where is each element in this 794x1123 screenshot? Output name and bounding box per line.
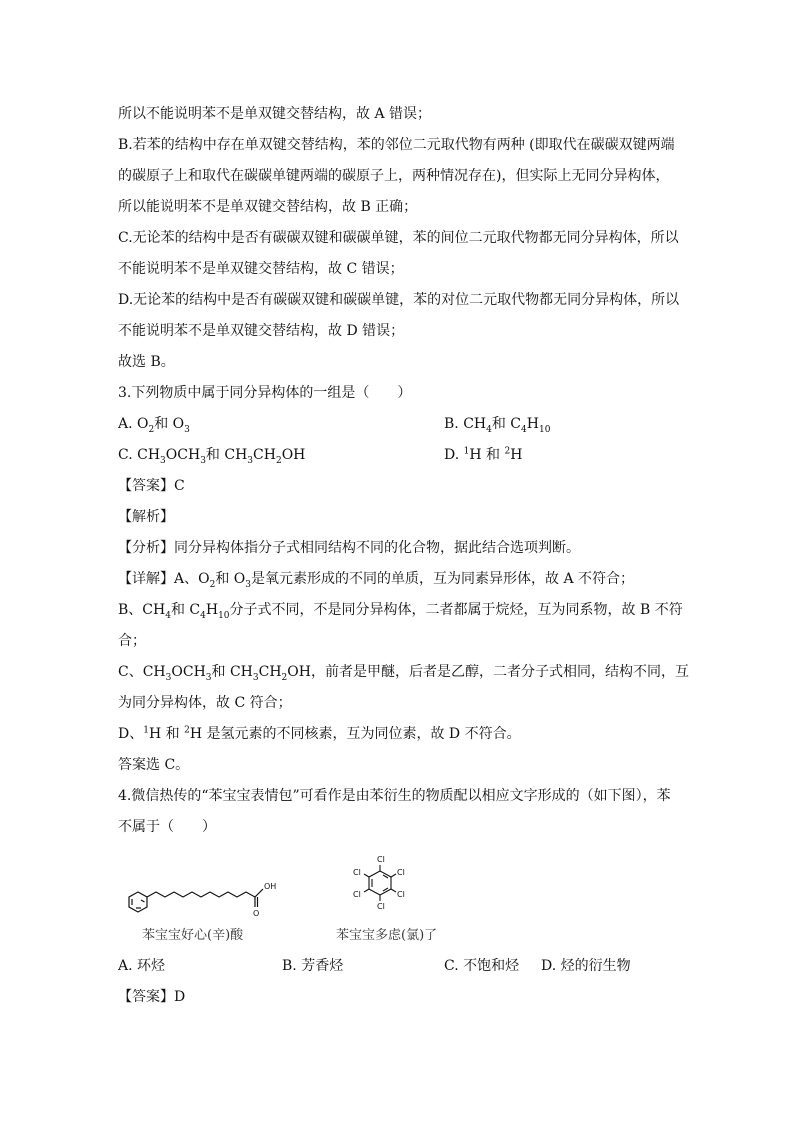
text-line: 所以不能说明苯不是单双键交替结构，故 A 错误；	[118, 106, 432, 122]
question-4-stem-cont: 不属于（ ）	[118, 819, 216, 835]
question-4-stem: 4.微信热传的“苯宝宝表情包”可看作是由苯衍生的物质配以相应文字形成的（如下图），苯	[118, 788, 671, 804]
phenyl-octanoic-acid-structure	[118, 874, 278, 924]
q3-detail-d: D、$^1$H 和 $^2$H 是氢元素的不同核素，互为同位素，故 D 不符合。	[118, 725, 521, 742]
text-line: 的碳原子上和取代在碳碳单键两端的碳原子上，两种情况存在)，但实际上无同分异构体，	[118, 168, 670, 184]
hexachlorobenzene-structure	[340, 847, 420, 925]
text-line: 故选 B。	[118, 354, 175, 370]
q3-conclusion: 答案选 C。	[118, 757, 190, 773]
cl-label: Cl	[397, 890, 405, 899]
q3-detail-a: 【详解】A、$O_2$和 $O_3$是氧元素形成的不同的单质，互为同素异形体，故 A 不符合；	[118, 571, 635, 590]
q3-option-d[interactable]: D. $^1$H 和 $^2$H	[444, 446, 523, 463]
q4-option-b[interactable]: B. 芳香烃	[282, 958, 344, 974]
q3-detail-b: B、$CH_4$和 $C_4H_{10}$分子式不同，不是同分异构体，二者都属于烷烃，互为同系物，故 B 不符	[118, 602, 683, 621]
q3-option-a[interactable]: A. $O_2$和 $O_3$	[118, 416, 190, 435]
q3-analysis-heading: 【解析】	[118, 509, 174, 525]
q4-option-c[interactable]: C. 不饱和烃	[444, 958, 520, 974]
carbonyl-o-label: O	[253, 909, 260, 918]
q4-option-a[interactable]: A. 环烃	[118, 958, 166, 974]
oh-label: OH	[264, 882, 277, 891]
figure-2-caption: 苯宝宝多虑(氯)了	[336, 928, 438, 943]
text-line: 所以能说明苯不是单双键交替结构，故 B 正确；	[118, 199, 418, 215]
cl-label: Cl	[353, 890, 361, 899]
q4-option-d[interactable]: D. 烃的衍生物	[541, 958, 631, 974]
cl-label: Cl	[353, 868, 361, 877]
question-3-stem: 3.下列物质中属于同分异构体的一组是（ ）	[118, 385, 412, 401]
q3-option-c[interactable]: C. $CH_3OCH_3$和 $CH_3CH_2OH$	[118, 447, 306, 466]
q3-detail-b-cont: 合；	[118, 633, 146, 649]
text-line: B.若苯的结构中存在单双键交替结构，苯的邻位二元取代物有两种 (即取代在碳碳双键两端	[118, 137, 675, 153]
q4-answer: 【答案】D	[118, 989, 186, 1005]
q3-option-b[interactable]: B. $CH_4$和 $C_4H_{10}$	[444, 416, 551, 435]
text-line: D.无论苯的结构中是否有碳碳双键和碳碳单键，苯的对位二元取代物都无同分异构体，所以	[118, 292, 680, 308]
q3-detail-c: C、$CH_3OCH_3$和 $CH_3CH_2OH$，前者是甲醚，后者是乙醇，二者分子式相同，结构不同，互	[118, 664, 689, 683]
cl-label: Cl	[377, 902, 385, 911]
text-line: 不能说明苯不是单双键交替结构，故 C 错误；	[118, 261, 404, 277]
q3-answer: 【答案】C	[118, 478, 185, 494]
cl-label: Cl	[377, 855, 385, 864]
figure-1-caption: 苯宝宝好心(辛)酸	[142, 928, 244, 943]
text-line: 不能说明苯不是单双键交替结构，故 D 错误；	[118, 323, 405, 339]
q3-fenxi: 【分析】同分异构体指分子式相同结构不同的化合物，据此结合选项判断。	[118, 540, 580, 556]
q3-detail-c-cont: 为同分异构体，故 C 符合；	[118, 695, 292, 711]
text-line: C.无论苯的结构中是否有碳碳双键和碳碳单键，苯的间位二元取代物都无同分异构体，所以	[118, 230, 679, 246]
cl-label: Cl	[397, 868, 405, 877]
